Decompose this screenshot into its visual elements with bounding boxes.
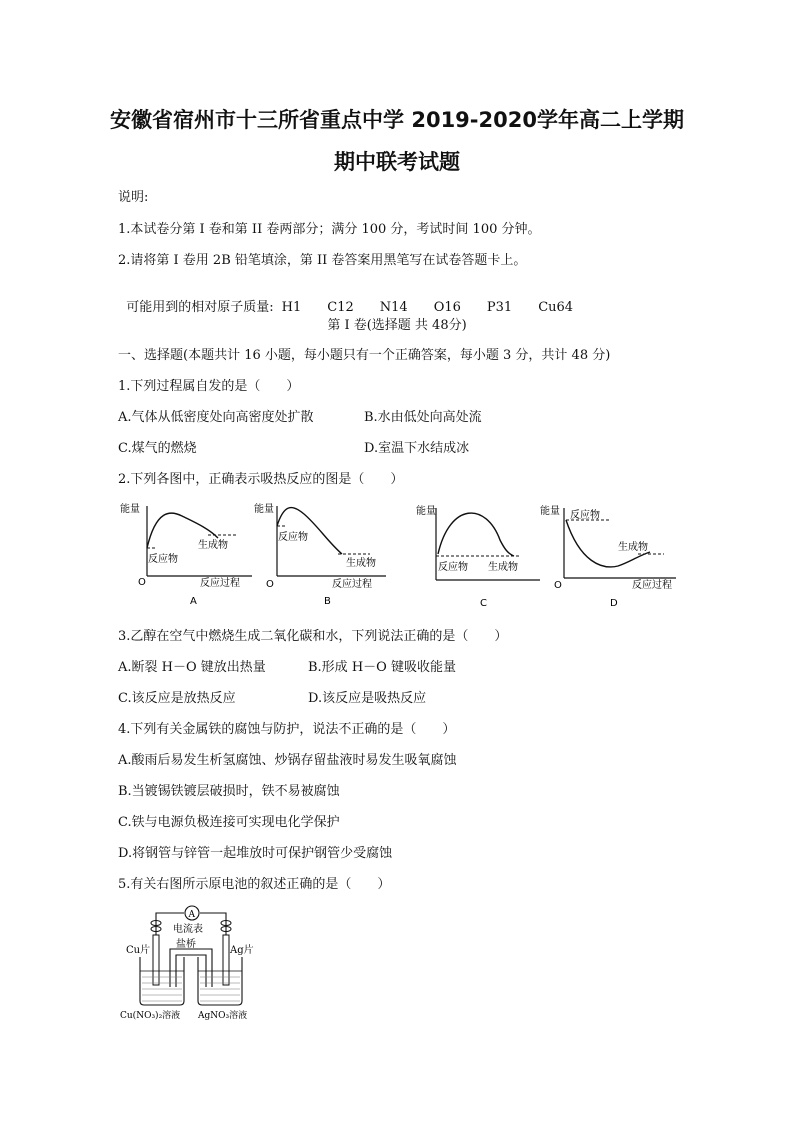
intro-label: 说明:: [118, 190, 149, 205]
graph-d-caption: D: [610, 598, 618, 609]
question-3-option-d: D.该反应是吸热反应: [308, 691, 427, 706]
document-title-line2: 期中联考试题: [334, 150, 460, 174]
right-solution-label: AgNO₃溶液: [198, 1011, 248, 1021]
question-5-stem: 5.有关右图所示原电池的叙述正确的是（ ）: [118, 877, 391, 892]
graph-d-reactant-label: 反应物: [570, 510, 600, 521]
section-heading: 一、选择题(本题共计 16 小题，每小题只有一个正确答案，每小题 3 分，共计 48 分): [118, 348, 611, 363]
graph-b-caption: B: [324, 596, 331, 607]
graph-b-origin: O: [266, 579, 274, 590]
intro-note-2: 2.请将第 I 卷用 2B 铅笔填涂，第 II 卷答案用黑笔写在试卷答题卡上。: [118, 253, 527, 268]
ammeter-label: 电流表: [173, 924, 203, 935]
galvanic-cell-diagram: [118, 905, 268, 1025]
atomic-masses-row: [118, 281, 573, 315]
document-title-line1: 安徽省宿州市十三所省重点中学 2019-2020学年高二上学期: [110, 108, 684, 132]
question-4-option-d: D.将钢管与锌管一起堆放时可保护钢管少受腐蚀: [118, 846, 393, 861]
question-4-option-b: B.当镀锡铁镀层破损时，铁不易被腐蚀: [118, 784, 340, 799]
ammeter-symbol: A: [188, 910, 195, 920]
graph-b-y-label: 能量: [254, 504, 274, 515]
graph-c-y-label: 能量: [416, 506, 436, 517]
question-2-stem: 2.下列各图中，正确表示吸热反应的图是（ ）: [118, 472, 404, 487]
atomic-mass-p: P31: [486, 300, 513, 315]
graph-b-reactant-label: 反应物: [278, 532, 308, 543]
question-3-option-c: C.该反应是放热反应: [118, 691, 236, 706]
graph-a-origin: O: [138, 577, 146, 588]
graph-a-product-label: 生成物: [198, 540, 228, 551]
graph-d-origin: O: [554, 580, 562, 591]
atomic-mass-h: H1: [281, 300, 302, 315]
atomic-masses-label: 可能用到的相对原子质量:: [126, 300, 274, 315]
question-1-stem: 1.下列过程属自发的是（ ）: [118, 379, 300, 394]
energy-graph-b: [252, 498, 387, 614]
atomic-mass-cu: Cu64: [538, 300, 574, 315]
question-1-option-d: D.室温下水结成冰: [364, 441, 470, 456]
question-3-option-a: A.断裂 H－O 键放出热量: [118, 660, 266, 675]
salt-bridge-label: 盐桥: [176, 939, 196, 950]
question-4-option-a: A.酸雨后易发生析氢腐蚀、炒锅存留盐液时易发生吸氧腐蚀: [118, 753, 457, 768]
atomic-mass-o: O16: [433, 300, 461, 315]
graph-d-y-label: 能量: [540, 506, 560, 517]
atomic-mass-n: N14: [379, 300, 408, 315]
graph-b-x-label: 反应过程: [332, 579, 372, 590]
question-3-option-b: B.形成 H－O 键吸收能量: [308, 660, 456, 675]
question-4-option-c: C.铁与电源负极连接可实现电化学保护: [118, 815, 340, 830]
energy-graph-d: [540, 500, 680, 616]
left-electrode-label: Cu片: [126, 945, 151, 956]
left-solution-label: Cu(NO₃)₂溶液: [120, 1011, 181, 1021]
question-1-option-c: C.煤气的燃烧: [118, 441, 197, 456]
atomic-mass-c: C12: [327, 300, 354, 315]
graph-c-product-label: 生成物: [488, 562, 518, 573]
question-1-option-b: B.水由低处向高处流: [364, 410, 482, 425]
question-3-stem: 3.乙醇在空气中燃烧生成二氧化碳和水，下列说法正确的是（ ）: [118, 629, 508, 644]
question-1-option-a: A.气体从低密度处向高密度处扩散: [118, 410, 314, 425]
graph-c-reactant-label: 反应物: [438, 562, 468, 573]
right-electrode-label: Ag片: [230, 945, 254, 956]
graph-c-caption: C: [480, 598, 487, 609]
question-4-stem: 4.下列有关金属铁的腐蚀与防护，说法不正确的是（ ）: [118, 722, 456, 737]
section-title: 第 I 卷(选择题 共 48分): [327, 318, 467, 333]
graph-a-x-label: 反应过程: [200, 578, 240, 589]
graph-b-product-label: 生成物: [346, 558, 376, 569]
graph-a-caption: A: [190, 596, 197, 607]
graph-d-product-label: 生成物: [618, 542, 648, 553]
intro-note-1: 1.本试卷分第 I 卷和第 II 卷两部分；满分 100 分，考试时间 100 分钟。: [118, 222, 541, 237]
graph-a-y-label: 能量: [120, 504, 140, 515]
graph-a-reactant-label: 反应物: [148, 554, 178, 565]
energy-graph-a: [118, 498, 253, 614]
energy-graph-c: [414, 500, 544, 616]
graph-d-x-label: 反应过程: [632, 580, 672, 591]
